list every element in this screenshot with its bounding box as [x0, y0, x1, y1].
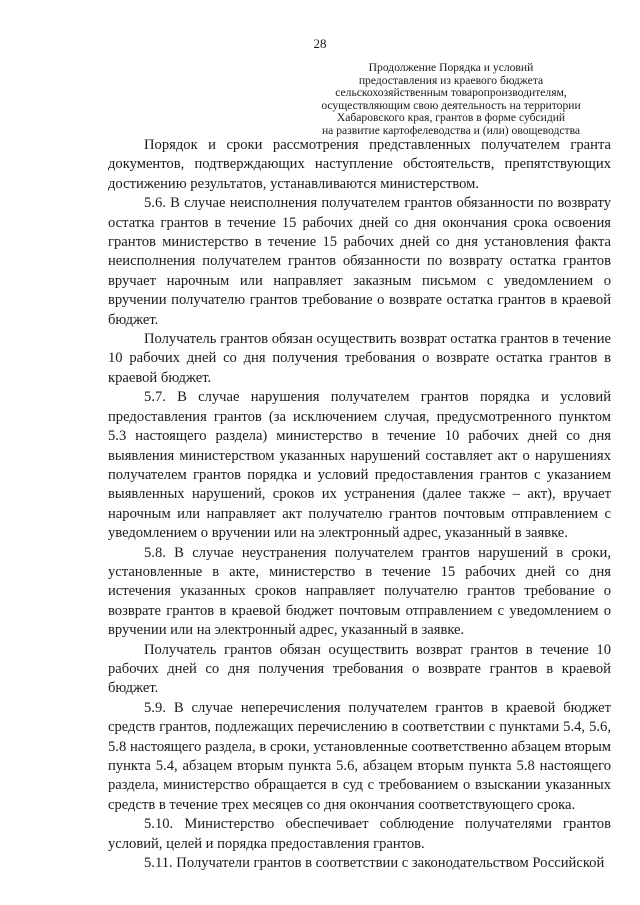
header-note-line: Продолжение Порядка и условий [368, 61, 534, 74]
header-note [286, 62, 616, 138]
paragraph: 5.10. Министерство обеспечивает соблюдение получателями грантов условий, целей и порядка предоставления грантов. [108, 816, 611, 852]
header-note-line: Хабаровского края, грантов в форме субсидий [336, 111, 566, 125]
paragraph: Получатель грантов обязан осуществить возврат грантов в течение 10 рабочих дней со дня получения требования о возврате грантов в краевой бюджет. [108, 641, 611, 697]
header-note-line: осуществляющим свою деятельность на территории [321, 98, 581, 112]
paragraph: 5.6. В случае неисполнения получателем грантов обязанности по возврату остатка грантов в течение 15 рабочих дней со дня окончания срока освоения грантов министерство в течение 15 рабочих дней со дня установления факта неисполнения получателем грантов обязанности по возврату остатка грантов вручает нарочным или направляет заказным письмом с уведомлением о вручении получателю грантов требование о возврате остатка грантов в краевой бюджет. [108, 195, 611, 328]
paragraph: 5.11. Получатели грантов в соответствии с законодательством Российской [144, 855, 605, 872]
paragraph: Получатель грантов обязан осуществить возврат остатка грантов в течение 10 рабочих дней со дня получения требования о возврате остатка грантов в краевой бюджет. [108, 331, 611, 386]
body-text [108, 136, 611, 873]
paragraph: 5.9. В случае неперечисления получателем грантов в краевой бюджет средств грантов, подлежащих перечислению в соответствии с пунктами 5.4, 5.6, 5.8 настоящего раздела, в сроки, установленные соответственно абзацем вторым пункта 5.4, абзацем вторым пункта 5.6, абзацем вторым пункта 5.8 настоящего раздела, министерство обращается в суд с требованием о взыскании указанных средств в течение трех месяцев со дня окончания соответствующего срока. [108, 699, 611, 813]
paragraph: 5.8. В случае неустранения получателем грантов нарушений в сроки, установленные в акте, министерство в течение 15 рабочих дней со дня истечения указанных сроков направляет получателю грантов требование о возврате грантов в краевой бюджет почтовым отправлением с уведомлением о вручении или на электронный адрес, указанный в заявке. [108, 544, 611, 639]
paragraph: Порядок и сроки рассмотрения представленных получателем гранта документов, подтверждающих наступление обстоятельств, препятствующих достижению результатов, устанавливаются министерством. [108, 137, 611, 192]
header-note-line: сельскохозяйственным товаропроизводителям, [335, 86, 567, 100]
paragraph: 5.7. В случае нарушения получателем грантов порядка и условий предоставления грантов (за исключением случая, предусмотренного пунктом 5.3 настоящего раздела) министерство в течение 10 рабочих дней со дня выявления министерством указанных нарушений составляет акт о нарушениях получателем грантов порядка и условий предоставления грантов с указанием выявленных нарушений, сроков их устранения (далее также – акт), вручает нарочным или направляет акт получателю грантов почтовым отправлением с уведомлением о вручении или на электронный адрес, указанный в заявке. [108, 389, 611, 542]
page-number: 28 [313, 36, 327, 51]
header-note-line: предоставления из краевого бюджета [358, 73, 544, 87]
header-note-line: на развитие картофелеводства и (или) овощеводства [321, 123, 581, 137]
